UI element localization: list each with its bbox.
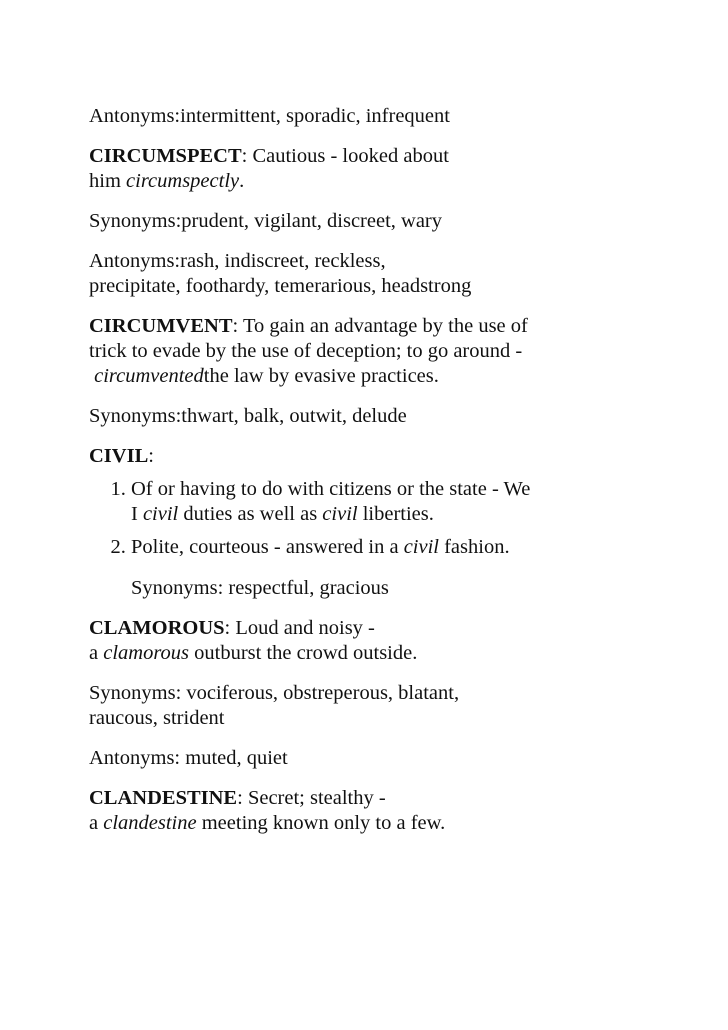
civil-definition-list	[89, 477, 689, 560]
definition-line2: trick to evade by the use of deception; to go around -	[89, 340, 523, 362]
definition-pre: I	[131, 503, 143, 525]
document-page	[89, 104, 689, 851]
example-post: the law by evasive practices.	[203, 365, 439, 387]
definition-clamorous: Loud and noisy -	[235, 617, 375, 639]
entry-circumvent	[89, 314, 689, 389]
headword-circumspect: CIRCUMSPECT	[89, 145, 242, 167]
example-circumvent: circumvented	[94, 365, 204, 387]
definition-pre: Polite, courteous - answered in a	[131, 536, 404, 558]
synonyms-civil: Synonyms: respectful, gracious	[131, 577, 389, 599]
entry-clandestine	[89, 786, 689, 836]
synonyms-clamorous	[89, 681, 689, 731]
headword-clamorous: CLAMOROUS	[89, 617, 225, 639]
example-civil-2: civil	[322, 503, 358, 525]
headword-clandestine: CLANDESTINE	[89, 787, 238, 809]
headword-circumvent: CIRCUMVENT	[89, 315, 233, 337]
entry-clamorous	[89, 616, 689, 666]
antonyms-label: Antonyms:	[89, 105, 181, 127]
example-post: .	[239, 170, 245, 192]
synonyms-circumvent: Synonyms:thwart, balk, outwit, delude	[89, 405, 407, 427]
definition-mid: duties as well as	[178, 503, 323, 525]
entry-circumspect	[89, 144, 689, 194]
definition-post: fashion.	[438, 536, 510, 558]
definition-line1: Of or having to do with citizens or the state - We	[131, 478, 531, 500]
separator: :	[224, 617, 236, 639]
civil-definition-1	[131, 477, 689, 527]
example-post: outburst the crowd outside.	[189, 642, 418, 664]
synonyms-line2: raucous, strident	[89, 707, 225, 729]
example-clandestine: clandestine	[103, 812, 197, 834]
civil-definition-2	[131, 535, 689, 560]
definition-circumspect: Cautious - looked about	[252, 145, 449, 167]
headword-civil: CIVIL	[89, 445, 149, 467]
example-post: meeting known only to a few.	[196, 812, 446, 834]
example-clamorous: clamorous	[103, 642, 190, 664]
definition-clandestine: Secret; stealthy -	[247, 787, 386, 809]
example-civil-3: civil	[403, 536, 439, 558]
example-pre: him	[89, 170, 127, 192]
synonyms-circumspect: Synonyms:prudent, vigilant, discreet, wary	[89, 210, 442, 232]
example-civil-1: civil	[142, 503, 179, 525]
example-pre: a	[89, 812, 104, 834]
antonyms-text: intermittent, sporadic, infrequent	[180, 105, 450, 127]
synonyms-line1: Synonyms: vociferous, obstreperous, blatant,	[89, 682, 460, 704]
example-circumspect: circumspectly	[126, 170, 240, 192]
example-pre: a	[89, 642, 104, 664]
entry-civil	[89, 444, 689, 469]
antonyms-clamorous: Antonyms: muted, quiet	[89, 747, 288, 769]
antonyms-line2: precipitate, foothardy, temerarious, headstrong	[89, 275, 472, 297]
separator: :	[241, 145, 253, 167]
separator: :	[232, 315, 243, 337]
separator: :	[237, 787, 248, 809]
antonyms-intermittent	[89, 104, 689, 129]
definition-line1: To gain an advantage by the use of	[242, 315, 528, 337]
separator: :	[148, 445, 154, 467]
antonyms-line1: Antonyms:rash, indiscreet, reckless,	[89, 250, 386, 272]
definition-post: liberties.	[357, 503, 434, 525]
antonyms-circumspect	[89, 249, 689, 299]
